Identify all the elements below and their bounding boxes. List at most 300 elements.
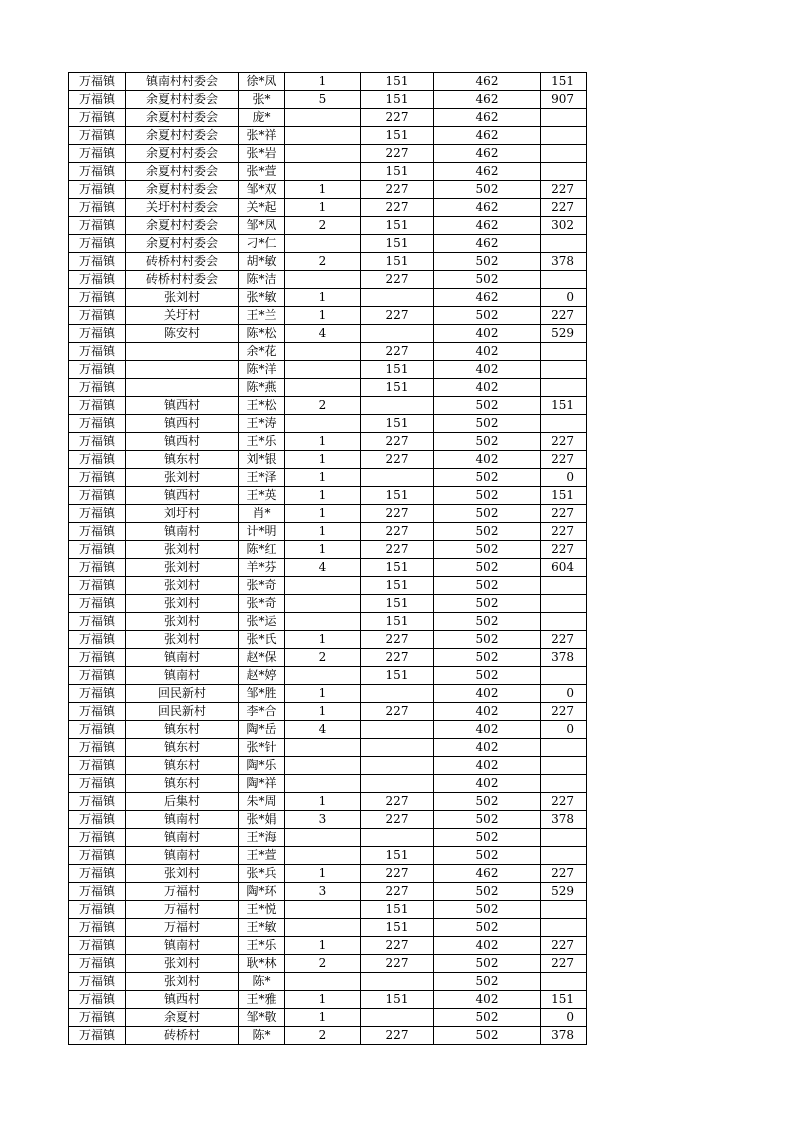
village-cell[interactable]: 砖桥村村委会 <box>126 253 239 271</box>
town-cell[interactable]: 万福镇 <box>69 703 126 721</box>
total-cell[interactable] <box>541 415 587 433</box>
name-cell[interactable]: 陶*乐 <box>239 757 285 775</box>
total-cell[interactable]: 227 <box>541 433 587 451</box>
amount-a-cell[interactable]: 227 <box>361 523 434 541</box>
village-cell[interactable]: 镇南村村委会 <box>126 73 239 91</box>
village-cell[interactable]: 刘圩村 <box>126 505 239 523</box>
amount-a-cell[interactable] <box>361 973 434 991</box>
name-cell[interactable]: 张*岩 <box>239 145 285 163</box>
town-cell[interactable]: 万福镇 <box>69 541 126 559</box>
town-cell[interactable]: 万福镇 <box>69 289 126 307</box>
amount-b-cell[interactable]: 402 <box>434 451 541 469</box>
amount-a-cell[interactable]: 227 <box>361 703 434 721</box>
count-cell[interactable] <box>285 577 361 595</box>
town-cell[interactable]: 万福镇 <box>69 235 126 253</box>
village-cell[interactable]: 余夏村村委会 <box>126 163 239 181</box>
village-cell[interactable]: 关圩村村委会 <box>126 199 239 217</box>
name-cell[interactable]: 王*海 <box>239 829 285 847</box>
village-cell[interactable]: 张刘村 <box>126 595 239 613</box>
name-cell[interactable]: 王*涛 <box>239 415 285 433</box>
amount-a-cell[interactable]: 227 <box>361 631 434 649</box>
count-cell[interactable] <box>285 847 361 865</box>
village-cell[interactable]: 关圩村 <box>126 307 239 325</box>
name-cell[interactable]: 张*敏 <box>239 289 285 307</box>
amount-a-cell[interactable]: 227 <box>361 1027 434 1045</box>
count-cell[interactable] <box>285 361 361 379</box>
total-cell[interactable]: 227 <box>541 955 587 973</box>
amount-b-cell[interactable]: 462 <box>434 145 541 163</box>
town-cell[interactable]: 万福镇 <box>69 559 126 577</box>
total-cell[interactable] <box>541 613 587 631</box>
town-cell[interactable]: 万福镇 <box>69 991 126 1009</box>
name-cell[interactable]: 王*松 <box>239 397 285 415</box>
amount-a-cell[interactable]: 151 <box>361 559 434 577</box>
name-cell[interactable]: 邹*胜 <box>239 685 285 703</box>
total-cell[interactable]: 529 <box>541 883 587 901</box>
village-cell[interactable] <box>126 379 239 397</box>
count-cell[interactable]: 1 <box>285 991 361 1009</box>
count-cell[interactable]: 2 <box>285 649 361 667</box>
town-cell[interactable]: 万福镇 <box>69 577 126 595</box>
amount-b-cell[interactable]: 462 <box>434 865 541 883</box>
town-cell[interactable]: 万福镇 <box>69 379 126 397</box>
count-cell[interactable] <box>285 415 361 433</box>
count-cell[interactable]: 1 <box>285 505 361 523</box>
amount-a-cell[interactable]: 151 <box>361 667 434 685</box>
total-cell[interactable] <box>541 901 587 919</box>
village-cell[interactable]: 万福村 <box>126 883 239 901</box>
town-cell[interactable]: 万福镇 <box>69 901 126 919</box>
count-cell[interactable]: 2 <box>285 217 361 235</box>
count-cell[interactable]: 1 <box>285 307 361 325</box>
name-cell[interactable]: 刘*银 <box>239 451 285 469</box>
amount-a-cell[interactable]: 151 <box>361 217 434 235</box>
amount-a-cell[interactable]: 151 <box>361 415 434 433</box>
name-cell[interactable]: 陈*燕 <box>239 379 285 397</box>
total-cell[interactable]: 227 <box>541 703 587 721</box>
count-cell[interactable] <box>285 595 361 613</box>
amount-b-cell[interactable]: 402 <box>434 361 541 379</box>
count-cell[interactable]: 1 <box>285 793 361 811</box>
total-cell[interactable] <box>541 145 587 163</box>
total-cell[interactable] <box>541 973 587 991</box>
count-cell[interactable]: 1 <box>285 631 361 649</box>
total-cell[interactable] <box>541 163 587 181</box>
name-cell[interactable]: 王*泽 <box>239 469 285 487</box>
name-cell[interactable]: 张*萱 <box>239 163 285 181</box>
amount-b-cell[interactable]: 502 <box>434 271 541 289</box>
total-cell[interactable]: 604 <box>541 559 587 577</box>
total-cell[interactable]: 227 <box>541 937 587 955</box>
town-cell[interactable]: 万福镇 <box>69 91 126 109</box>
amount-a-cell[interactable] <box>361 739 434 757</box>
total-cell[interactable] <box>541 829 587 847</box>
town-cell[interactable]: 万福镇 <box>69 217 126 235</box>
village-cell[interactable]: 张刘村 <box>126 973 239 991</box>
count-cell[interactable]: 2 <box>285 397 361 415</box>
name-cell[interactable]: 邹*凤 <box>239 217 285 235</box>
village-cell[interactable]: 镇南村 <box>126 649 239 667</box>
count-cell[interactable]: 1 <box>285 451 361 469</box>
village-cell[interactable]: 陈安村 <box>126 325 239 343</box>
town-cell[interactable]: 万福镇 <box>69 1027 126 1045</box>
name-cell[interactable]: 王*雅 <box>239 991 285 1009</box>
total-cell[interactable] <box>541 109 587 127</box>
count-cell[interactable]: 1 <box>285 937 361 955</box>
total-cell[interactable]: 151 <box>541 73 587 91</box>
amount-a-cell[interactable]: 151 <box>361 361 434 379</box>
amount-b-cell[interactable]: 462 <box>434 91 541 109</box>
total-cell[interactable]: 227 <box>541 793 587 811</box>
amount-a-cell[interactable] <box>361 397 434 415</box>
village-cell[interactable]: 镇东村 <box>126 721 239 739</box>
name-cell[interactable]: 耿*林 <box>239 955 285 973</box>
amount-a-cell[interactable] <box>361 721 434 739</box>
amount-a-cell[interactable]: 151 <box>361 991 434 1009</box>
name-cell[interactable]: 胡*敏 <box>239 253 285 271</box>
count-cell[interactable] <box>285 829 361 847</box>
total-cell[interactable] <box>541 919 587 937</box>
name-cell[interactable]: 张*兵 <box>239 865 285 883</box>
town-cell[interactable]: 万福镇 <box>69 361 126 379</box>
village-cell[interactable]: 张刘村 <box>126 631 239 649</box>
town-cell[interactable]: 万福镇 <box>69 793 126 811</box>
village-cell[interactable]: 镇南村 <box>126 829 239 847</box>
amount-a-cell[interactable]: 151 <box>361 487 434 505</box>
amount-a-cell[interactable] <box>361 685 434 703</box>
town-cell[interactable]: 万福镇 <box>69 775 126 793</box>
count-cell[interactable]: 1 <box>285 73 361 91</box>
town-cell[interactable]: 万福镇 <box>69 523 126 541</box>
count-cell[interactable] <box>285 757 361 775</box>
amount-a-cell[interactable] <box>361 469 434 487</box>
amount-b-cell[interactable]: 502 <box>434 505 541 523</box>
amount-b-cell[interactable]: 502 <box>434 613 541 631</box>
amount-b-cell[interactable]: 502 <box>434 577 541 595</box>
amount-b-cell[interactable]: 502 <box>434 901 541 919</box>
total-cell[interactable]: 227 <box>541 451 587 469</box>
town-cell[interactable]: 万福镇 <box>69 955 126 973</box>
town-cell[interactable]: 万福镇 <box>69 919 126 937</box>
town-cell[interactable]: 万福镇 <box>69 127 126 145</box>
amount-a-cell[interactable] <box>361 1009 434 1027</box>
town-cell[interactable]: 万福镇 <box>69 343 126 361</box>
count-cell[interactable]: 2 <box>285 1027 361 1045</box>
count-cell[interactable]: 1 <box>285 181 361 199</box>
village-cell[interactable]: 万福村 <box>126 919 239 937</box>
total-cell[interactable] <box>541 739 587 757</box>
village-cell[interactable]: 镇西村 <box>126 397 239 415</box>
village-cell[interactable]: 镇东村 <box>126 775 239 793</box>
village-cell[interactable]: 砖桥村村委会 <box>126 271 239 289</box>
town-cell[interactable]: 万福镇 <box>69 937 126 955</box>
town-cell[interactable]: 万福镇 <box>69 181 126 199</box>
total-cell[interactable]: 0 <box>541 685 587 703</box>
total-cell[interactable]: 227 <box>541 505 587 523</box>
total-cell[interactable] <box>541 667 587 685</box>
total-cell[interactable] <box>541 235 587 253</box>
amount-a-cell[interactable]: 151 <box>361 901 434 919</box>
village-cell[interactable]: 镇东村 <box>126 739 239 757</box>
name-cell[interactable]: 张*娟 <box>239 811 285 829</box>
amount-b-cell[interactable]: 462 <box>434 109 541 127</box>
amount-a-cell[interactable]: 151 <box>361 379 434 397</box>
name-cell[interactable]: 关*起 <box>239 199 285 217</box>
town-cell[interactable]: 万福镇 <box>69 73 126 91</box>
amount-a-cell[interactable]: 151 <box>361 73 434 91</box>
name-cell[interactable]: 余*花 <box>239 343 285 361</box>
name-cell[interactable]: 刁*仁 <box>239 235 285 253</box>
total-cell[interactable]: 227 <box>541 541 587 559</box>
name-cell[interactable]: 肖* <box>239 505 285 523</box>
amount-a-cell[interactable]: 151 <box>361 613 434 631</box>
total-cell[interactable] <box>541 361 587 379</box>
village-cell[interactable]: 余夏村村委会 <box>126 145 239 163</box>
count-cell[interactable]: 4 <box>285 559 361 577</box>
total-cell[interactable]: 151 <box>541 991 587 1009</box>
town-cell[interactable]: 万福镇 <box>69 595 126 613</box>
amount-a-cell[interactable]: 227 <box>361 451 434 469</box>
village-cell[interactable]: 镇南村 <box>126 811 239 829</box>
amount-b-cell[interactable]: 402 <box>434 721 541 739</box>
village-cell[interactable]: 镇南村 <box>126 523 239 541</box>
count-cell[interactable]: 4 <box>285 325 361 343</box>
village-cell[interactable]: 万福村 <box>126 901 239 919</box>
amount-a-cell[interactable] <box>361 829 434 847</box>
village-cell[interactable]: 张刘村 <box>126 955 239 973</box>
town-cell[interactable]: 万福镇 <box>69 271 126 289</box>
total-cell[interactable] <box>541 775 587 793</box>
total-cell[interactable]: 529 <box>541 325 587 343</box>
village-cell[interactable] <box>126 343 239 361</box>
amount-b-cell[interactable]: 402 <box>434 991 541 1009</box>
amount-b-cell[interactable]: 502 <box>434 541 541 559</box>
village-cell[interactable]: 余夏村村委会 <box>126 109 239 127</box>
amount-b-cell[interactable]: 462 <box>434 163 541 181</box>
amount-b-cell[interactable]: 502 <box>434 649 541 667</box>
amount-b-cell[interactable]: 502 <box>434 487 541 505</box>
amount-a-cell[interactable]: 227 <box>361 505 434 523</box>
amount-a-cell[interactable] <box>361 775 434 793</box>
town-cell[interactable]: 万福镇 <box>69 487 126 505</box>
total-cell[interactable] <box>541 127 587 145</box>
amount-b-cell[interactable]: 502 <box>434 1027 541 1045</box>
town-cell[interactable]: 万福镇 <box>69 739 126 757</box>
amount-b-cell[interactable]: 502 <box>434 631 541 649</box>
name-cell[interactable]: 张*奇 <box>239 595 285 613</box>
count-cell[interactable] <box>285 145 361 163</box>
count-cell[interactable]: 2 <box>285 955 361 973</box>
count-cell[interactable] <box>285 127 361 145</box>
amount-b-cell[interactable]: 502 <box>434 559 541 577</box>
count-cell[interactable]: 4 <box>285 721 361 739</box>
name-cell[interactable]: 王*敏 <box>239 919 285 937</box>
total-cell[interactable] <box>541 271 587 289</box>
amount-a-cell[interactable]: 227 <box>361 271 434 289</box>
name-cell[interactable]: 计*明 <box>239 523 285 541</box>
name-cell[interactable]: 陈* <box>239 1027 285 1045</box>
count-cell[interactable]: 1 <box>285 487 361 505</box>
name-cell[interactable]: 赵*婷 <box>239 667 285 685</box>
name-cell[interactable]: 陶*环 <box>239 883 285 901</box>
village-cell[interactable]: 张刘村 <box>126 289 239 307</box>
total-cell[interactable]: 378 <box>541 649 587 667</box>
amount-b-cell[interactable]: 502 <box>434 1009 541 1027</box>
amount-a-cell[interactable]: 151 <box>361 127 434 145</box>
name-cell[interactable]: 张*针 <box>239 739 285 757</box>
amount-b-cell[interactable]: 502 <box>434 469 541 487</box>
amount-b-cell[interactable]: 402 <box>434 739 541 757</box>
count-cell[interactable] <box>285 109 361 127</box>
count-cell[interactable]: 2 <box>285 253 361 271</box>
amount-a-cell[interactable]: 151 <box>361 163 434 181</box>
amount-b-cell[interactable]: 402 <box>434 325 541 343</box>
village-cell[interactable]: 张刘村 <box>126 613 239 631</box>
count-cell[interactable] <box>285 667 361 685</box>
count-cell[interactable] <box>285 379 361 397</box>
amount-a-cell[interactable] <box>361 757 434 775</box>
total-cell[interactable]: 378 <box>541 1027 587 1045</box>
town-cell[interactable]: 万福镇 <box>69 325 126 343</box>
name-cell[interactable]: 张*奇 <box>239 577 285 595</box>
town-cell[interactable]: 万福镇 <box>69 397 126 415</box>
village-cell[interactable]: 张刘村 <box>126 577 239 595</box>
name-cell[interactable]: 王*悦 <box>239 901 285 919</box>
total-cell[interactable]: 227 <box>541 307 587 325</box>
name-cell[interactable]: 王*兰 <box>239 307 285 325</box>
amount-b-cell[interactable]: 502 <box>434 793 541 811</box>
name-cell[interactable]: 张*氏 <box>239 631 285 649</box>
village-cell[interactable]: 镇南村 <box>126 937 239 955</box>
amount-a-cell[interactable]: 227 <box>361 109 434 127</box>
name-cell[interactable]: 徐*凤 <box>239 73 285 91</box>
count-cell[interactable]: 1 <box>285 289 361 307</box>
count-cell[interactable]: 1 <box>285 1009 361 1027</box>
count-cell[interactable] <box>285 235 361 253</box>
amount-b-cell[interactable]: 502 <box>434 397 541 415</box>
village-cell[interactable]: 后集村 <box>126 793 239 811</box>
amount-a-cell[interactable]: 151 <box>361 595 434 613</box>
amount-b-cell[interactable]: 462 <box>434 73 541 91</box>
count-cell[interactable] <box>285 163 361 181</box>
amount-a-cell[interactable]: 227 <box>361 865 434 883</box>
count-cell[interactable]: 1 <box>285 469 361 487</box>
total-cell[interactable]: 302 <box>541 217 587 235</box>
amount-a-cell[interactable]: 227 <box>361 937 434 955</box>
total-cell[interactable]: 227 <box>541 865 587 883</box>
amount-a-cell[interactable]: 151 <box>361 91 434 109</box>
count-cell[interactable]: 1 <box>285 199 361 217</box>
town-cell[interactable]: 万福镇 <box>69 613 126 631</box>
count-cell[interactable]: 1 <box>285 685 361 703</box>
name-cell[interactable]: 王*乐 <box>239 433 285 451</box>
name-cell[interactable]: 陈*洋 <box>239 361 285 379</box>
total-cell[interactable] <box>541 847 587 865</box>
amount-a-cell[interactable]: 227 <box>361 793 434 811</box>
amount-b-cell[interactable]: 502 <box>434 433 541 451</box>
town-cell[interactable]: 万福镇 <box>69 973 126 991</box>
town-cell[interactable]: 万福镇 <box>69 451 126 469</box>
amount-a-cell[interactable]: 227 <box>361 181 434 199</box>
village-cell[interactable]: 镇南村 <box>126 847 239 865</box>
count-cell[interactable] <box>285 775 361 793</box>
count-cell[interactable]: 3 <box>285 811 361 829</box>
amount-a-cell[interactable]: 227 <box>361 955 434 973</box>
town-cell[interactable]: 万福镇 <box>69 145 126 163</box>
village-cell[interactable]: 余夏村 <box>126 1009 239 1027</box>
total-cell[interactable]: 151 <box>541 397 587 415</box>
count-cell[interactable]: 5 <box>285 91 361 109</box>
total-cell[interactable]: 0 <box>541 289 587 307</box>
amount-b-cell[interactable]: 502 <box>434 523 541 541</box>
name-cell[interactable]: 邹*双 <box>239 181 285 199</box>
name-cell[interactable]: 朱*周 <box>239 793 285 811</box>
town-cell[interactable]: 万福镇 <box>69 253 126 271</box>
town-cell[interactable]: 万福镇 <box>69 685 126 703</box>
town-cell[interactable]: 万福镇 <box>69 307 126 325</box>
amount-a-cell[interactable]: 151 <box>361 577 434 595</box>
village-cell[interactable]: 余夏村村委会 <box>126 235 239 253</box>
town-cell[interactable]: 万福镇 <box>69 829 126 847</box>
village-cell[interactable]: 回民新村 <box>126 703 239 721</box>
name-cell[interactable]: 王*萱 <box>239 847 285 865</box>
amount-b-cell[interactable]: 402 <box>434 775 541 793</box>
name-cell[interactable]: 陈* <box>239 973 285 991</box>
total-cell[interactable]: 907 <box>541 91 587 109</box>
town-cell[interactable]: 万福镇 <box>69 721 126 739</box>
amount-b-cell[interactable]: 502 <box>434 829 541 847</box>
amount-b-cell[interactable]: 402 <box>434 937 541 955</box>
total-cell[interactable]: 0 <box>541 721 587 739</box>
town-cell[interactable]: 万福镇 <box>69 1009 126 1027</box>
amount-b-cell[interactable]: 462 <box>434 217 541 235</box>
amount-a-cell[interactable] <box>361 325 434 343</box>
count-cell[interactable] <box>285 271 361 289</box>
name-cell[interactable]: 李*合 <box>239 703 285 721</box>
count-cell[interactable]: 1 <box>285 865 361 883</box>
amount-b-cell[interactable]: 462 <box>434 289 541 307</box>
amount-b-cell[interactable]: 502 <box>434 415 541 433</box>
amount-a-cell[interactable]: 227 <box>361 883 434 901</box>
town-cell[interactable]: 万福镇 <box>69 469 126 487</box>
village-cell[interactable]: 回民新村 <box>126 685 239 703</box>
village-cell[interactable]: 镇西村 <box>126 415 239 433</box>
amount-b-cell[interactable]: 402 <box>434 379 541 397</box>
name-cell[interactable]: 张* <box>239 91 285 109</box>
town-cell[interactable]: 万福镇 <box>69 883 126 901</box>
village-cell[interactable]: 镇南村 <box>126 667 239 685</box>
name-cell[interactable]: 羊*芬 <box>239 559 285 577</box>
amount-b-cell[interactable]: 402 <box>434 343 541 361</box>
total-cell[interactable] <box>541 577 587 595</box>
name-cell[interactable]: 陶*祥 <box>239 775 285 793</box>
name-cell[interactable]: 庞* <box>239 109 285 127</box>
village-cell[interactable]: 张刘村 <box>126 559 239 577</box>
amount-a-cell[interactable]: 227 <box>361 199 434 217</box>
town-cell[interactable]: 万福镇 <box>69 109 126 127</box>
village-cell[interactable]: 镇西村 <box>126 991 239 1009</box>
name-cell[interactable]: 陈*松 <box>239 325 285 343</box>
village-cell[interactable]: 镇东村 <box>126 451 239 469</box>
amount-a-cell[interactable]: 227 <box>361 145 434 163</box>
total-cell[interactable]: 0 <box>541 469 587 487</box>
amount-b-cell[interactable]: 402 <box>434 757 541 775</box>
town-cell[interactable]: 万福镇 <box>69 667 126 685</box>
total-cell[interactable]: 227 <box>541 631 587 649</box>
amount-b-cell[interactable]: 462 <box>434 127 541 145</box>
amount-b-cell[interactable]: 502 <box>434 253 541 271</box>
town-cell[interactable]: 万福镇 <box>69 865 126 883</box>
